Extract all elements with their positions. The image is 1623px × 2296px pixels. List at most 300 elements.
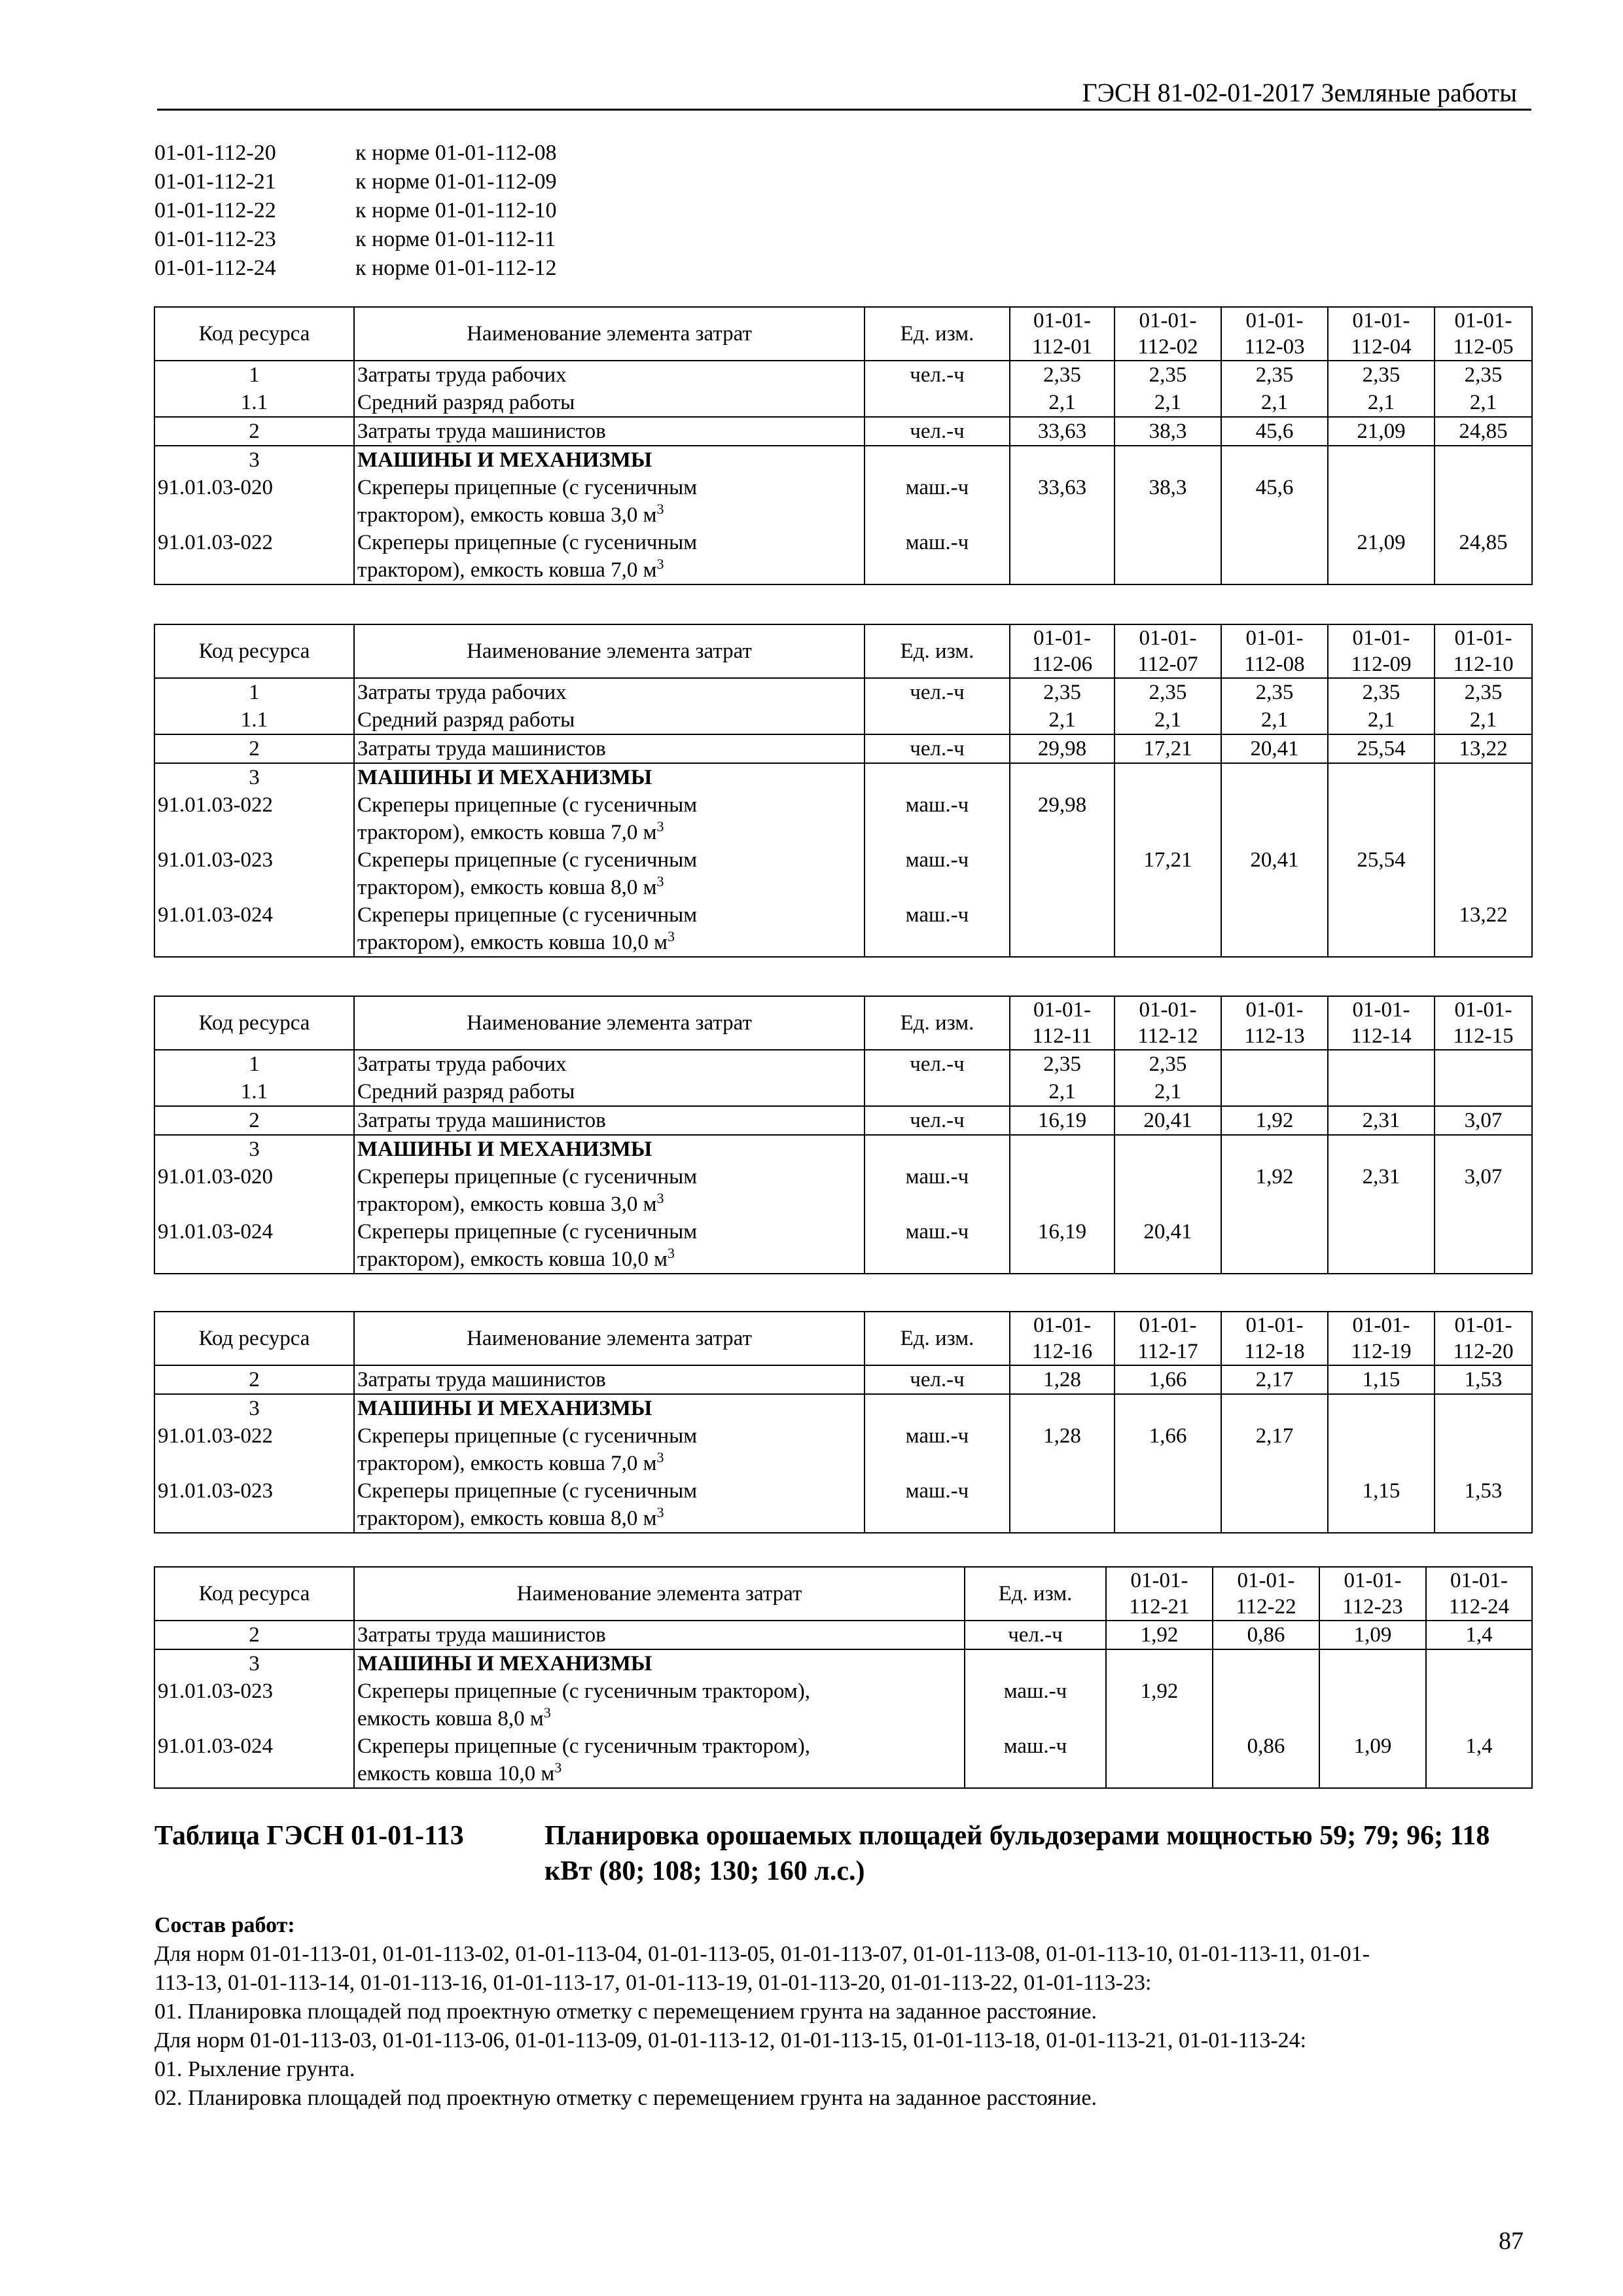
table-cell: 0,86 [1213,1621,1319,1649]
reference-code: 01-01-112-22 [154,198,276,223]
col-header-norm [1115,1312,1221,1365]
table-cell: маш.-ч [865,529,1010,584]
table-cell: 38,3 [1115,417,1221,446]
unit-superscript: 3 [668,928,675,944]
section-label: Таблица ГЭСН 01-01-113 [154,1821,464,1851]
table-cell [1221,901,1328,957]
cell-text: трактором), емкость ковша 10,0 м [357,1247,668,1271]
table-cell: 2,35 [1115,1050,1221,1078]
cell-text: 01-01- [1352,309,1410,332]
table-cell: 17,21 [1115,846,1221,901]
table-cell: 1,92 [1106,1621,1213,1649]
table-cell: 2,31 [1328,1163,1435,1218]
cell-text: 112-04 [1351,335,1412,359]
table-cell: 2,35 [1010,361,1115,389]
table-cell [354,1163,865,1218]
table-cell [865,389,1010,417]
table-cell: Затраты труда рабочих [354,678,865,706]
table-cell [1435,1218,1532,1274]
cell-text: емкость ковша 10,0 м [357,1762,555,1785]
cell-text: трактором), емкость ковша 3,0 м [357,503,657,527]
table-cell [1328,1050,1435,1078]
unit-superscript: 3 [554,1759,562,1776]
table-cell: Код ресурса [154,996,354,1050]
unit-superscript: 3 [656,873,664,889]
table-cell [354,846,865,901]
table-cell: маш.-ч [965,1677,1106,1732]
table-cell [1221,1050,1328,1078]
cell-text: 112-23 [1342,1595,1403,1619]
table-cell: чел.-ч [865,678,1010,706]
table-cell: 2,31 [1328,1106,1435,1135]
table-cell: 1.1 [154,706,354,734]
table-cell: 1 [154,1050,354,1078]
table-header-row [154,624,1532,678]
cell-text: Скреперы прицепные (с гусеничным [357,848,698,872]
table-cell [354,791,865,846]
table-cell: МАШИНЫ И МЕХАНИЗМЫ [354,1649,965,1677]
table-cell [1328,1394,1435,1422]
reference-text: к норме 01-01-112-09 [355,170,557,194]
table-row [154,1394,1532,1422]
table-cell: Наименование элемента затрат [354,1312,865,1365]
table-cell: 2,35 [1010,678,1115,706]
col-header-norm [1435,307,1532,361]
table-cell: 1,53 [1435,1365,1532,1394]
table-cell: 91.01.03-023 [154,1677,354,1732]
cell-text: 112-10 [1453,653,1514,676]
cell-text: 112-07 [1137,653,1198,676]
table-cell: 1,92 [1221,1163,1328,1218]
table-cell: 2,1 [1328,706,1435,734]
table-cell: 16,19 [1010,1106,1115,1135]
table-cell [1106,1732,1213,1788]
unit-superscript: 3 [543,1704,551,1721]
cell-text: 01-01- [1245,626,1304,650]
table-cell: 3 [154,1135,354,1163]
table-cell: 3,07 [1435,1163,1532,1218]
col-header-norm [1328,307,1435,361]
composition-line: 01. Рыхление грунта. [154,2057,355,2081]
table-row [154,1649,1532,1677]
table-cell: Наименование элемента затрат [354,1567,965,1621]
cell-text: 112-13 [1244,1024,1305,1048]
col-header-code: Код ресурса [154,307,354,361]
table-cell: 1,4 [1426,1732,1532,1788]
cell-text: 01-01- [1139,1314,1197,1337]
table-cell: 2 [154,417,354,446]
table-row [154,1477,1532,1533]
table-cell: маш.-ч [865,1477,1010,1533]
table-cell: 13,22 [1435,901,1532,957]
composition-line: 113-13, 01-01-113-14, 01-01-113-16, 01-01-113-17, 01-01-113-19, 01-01-113-20, 01-01-113-22, 01-01-113-23: [154,1971,1152,1995]
table-cell: 24,85 [1435,529,1532,584]
table-cell [1435,1422,1532,1477]
table-cell: чел.-ч [965,1621,1106,1649]
composition-line: Для норм 01-01-113-01, 01-01-113-02, 01-01-113-04, 01-01-113-05, 01-01-113-07, 01-01-113-08, 01-01-113-10, 01-01-113-11, 01-01- [154,1942,1370,1966]
table-row [154,1163,1532,1218]
table-cell [1328,446,1435,474]
table-cell: 1,66 [1115,1422,1221,1477]
cell-text: 01-01- [1454,626,1512,650]
table-cell: 2,1 [1010,389,1115,417]
table-cell: 1 [154,361,354,389]
reference-code: 01-01-112-24 [154,256,276,280]
table-cell: 2,35 [1115,361,1221,389]
table-cell [354,529,865,584]
table-row [154,734,1532,763]
table-cell: 2 [154,734,354,763]
table-cell [1328,901,1435,957]
table-row [154,529,1532,584]
cell-text: 01-01- [1454,998,1512,1022]
table-cell: 25,54 [1328,734,1435,763]
table-cell [1010,1394,1115,1422]
table-row [154,791,1532,846]
table-cell [1115,791,1221,846]
page-header [157,73,1531,111]
table-cell: 21,09 [1328,529,1435,584]
table-cell: 2,1 [1221,706,1328,734]
table-cell [865,763,1010,791]
section-heading: Планировка орошаемых площадей бульдозерами мощностью 59; 79; 96; 118 кВт (80; 108; 130; 160 л.с.) [544,1821,1490,1886]
unit-superscript: 3 [656,818,664,834]
cell-text: Скреперы прицепные (с гусеничным [357,903,698,927]
table-cell: Затраты труда рабочих [354,361,865,389]
table-cell: 45,6 [1221,417,1328,446]
col-header-norm [1319,1567,1426,1621]
table-cell: 1,28 [1010,1422,1115,1477]
table-cell [1435,763,1532,791]
cell-text: 112-09 [1351,653,1412,676]
composition-line: 02. Планировка площадей под проектную отметку с перемещением грунта на заданное расстояние. [154,2086,1097,2110]
table-cell: 16,19 [1010,1218,1115,1274]
table-cell: 25,54 [1328,846,1435,901]
table-cell: 33,63 [1010,417,1115,446]
col-header-norm [1221,996,1328,1050]
table-cell [1221,1477,1328,1533]
unit-superscript: 3 [656,501,664,517]
table-cell: 2,1 [1115,389,1221,417]
table-cell: Средний разряд работы [354,1078,865,1106]
table-cell: 91.01.03-020 [154,1163,354,1218]
table-cell: 20,41 [1221,734,1328,763]
col-header-norm [1221,307,1328,361]
table-row [154,1732,1532,1788]
header-title: ГЭСН 81-02-01-2017 Земляные работы [1082,78,1517,107]
table-cell: 29,98 [1010,734,1115,763]
table-cell: Средний разряд работы [354,706,865,734]
cell-text: 112-22 [1236,1595,1296,1619]
table-cell [1221,1078,1328,1106]
table-cell [1435,846,1532,901]
cell-text: 01-01- [1130,1569,1188,1592]
table-row [154,474,1532,529]
table-cell [1328,1135,1435,1163]
table-cell: 3 [154,1394,354,1422]
cell-text: 112-14 [1351,1024,1412,1048]
table-cell: Затраты труда машинистов [354,734,865,763]
table-cell: 2,1 [1010,1078,1115,1106]
table-cell: Код ресурса [154,1567,354,1621]
table-cell: маш.-ч [865,1218,1010,1274]
cell-text: 01-01- [1450,1569,1508,1592]
col-header-norm [1213,1567,1319,1621]
table-cell [1435,1135,1532,1163]
table-cell [1328,474,1435,529]
table-cell [1010,901,1115,957]
table-cell: 2,1 [1115,706,1221,734]
table-cell: 2,1 [1435,706,1532,734]
col-header-norm [1328,996,1435,1050]
table-cell: 29,98 [1010,791,1115,846]
table-cell [1115,1135,1221,1163]
table-cell: Код ресурса [154,1312,354,1365]
table-header-row [154,1567,1532,1621]
reference-line [154,168,557,196]
table-cell [354,1732,965,1788]
table-cell [965,1649,1106,1677]
table-cell: 20,41 [1221,846,1328,901]
table-cell: маш.-ч [865,1163,1010,1218]
table-cell [1115,1163,1221,1218]
table-row [154,446,1532,474]
table-cell: 2,35 [1010,1050,1115,1078]
table-cell: 2,35 [1115,678,1221,706]
cell-text: Скреперы прицепные (с гусеничным [357,1220,698,1244]
table-cell [1435,791,1532,846]
table-cell: 91.01.03-024 [154,1218,354,1274]
table-cell: 1,92 [1221,1106,1328,1135]
cell-text: 01-01- [1033,309,1091,332]
table-cell: 2,35 [1328,678,1435,706]
resource-table-2 [154,624,1533,958]
table-cell: 1.1 [154,1078,354,1106]
reference-line [154,254,557,283]
table-cell: 2,1 [1435,389,1532,417]
cell-text: 01-01- [1245,998,1304,1022]
table-cell: 3 [154,446,354,474]
resource-table-4 [154,1311,1533,1534]
table-cell: МАШИНЫ И МЕХАНИЗМЫ [354,1394,865,1422]
table-cell: 1,92 [1106,1677,1213,1732]
cell-text: Скреперы прицепные (с гусеничным трактором), [357,1679,810,1703]
table-cell [1221,1135,1328,1163]
cell-text: трактором), емкость ковша 7,0 м [357,558,657,582]
norm-references [154,139,557,283]
table-cell [865,706,1010,734]
cell-text: Скреперы прицепные (с гусеничным [357,1165,698,1189]
table-cell: Наименование элемента затрат [354,996,865,1050]
table-cell: Код ресурса [154,624,354,678]
cell-text: 01-01- [1033,1314,1091,1337]
table-cell: 17,21 [1115,734,1221,763]
table-cell: 2,35 [1221,361,1328,389]
table-row [154,361,1532,389]
col-header-norm [1010,307,1115,361]
table-cell [1328,1218,1435,1274]
table-cell [1426,1677,1532,1732]
table-cell [1435,446,1532,474]
composition-line: Для норм 01-01-113-03, 01-01-113-06, 01-01-113-09, 01-01-113-12, 01-01-113-15, 01-01-113-18, 01-01-113-21, 01-01-113-24: [154,2028,1307,2053]
table-cell [1221,763,1328,791]
table-cell: маш.-ч [965,1732,1106,1788]
table-cell [1010,846,1115,901]
reference-line [154,196,557,225]
reference-text: к норме 01-01-112-08 [355,141,557,165]
table-cell: 2,1 [1115,1078,1221,1106]
table-cell: 3 [154,1649,354,1677]
cell-text: Скреперы прицепные (с гусеничным [357,793,698,817]
table-cell: 91.01.03-023 [154,1477,354,1533]
table-cell: 13,22 [1435,734,1532,763]
cell-text: 01-01- [1139,998,1197,1022]
table-cell [1115,1394,1221,1422]
table-cell: 2,17 [1221,1422,1328,1477]
col-header-norm [1221,1312,1328,1365]
table-cell: 2,35 [1435,678,1532,706]
col-header-norm [1106,1567,1213,1621]
cell-text: трактором), емкость ковша 7,0 м [357,1452,657,1475]
table-cell: 91.01.03-022 [154,529,354,584]
table-header-row [154,996,1532,1050]
table-cell: 2,1 [1010,706,1115,734]
table-cell [1010,446,1115,474]
col-header-norm [1221,624,1328,678]
table-cell: 20,41 [1115,1106,1221,1135]
table-cell [1328,1422,1435,1477]
table-cell: 38,3 [1115,474,1221,529]
table-cell [865,1394,1010,1422]
cell-text: 112-15 [1453,1024,1514,1048]
table-cell: чел.-ч [865,417,1010,446]
table-cell [1115,1477,1221,1533]
cell-text: 01-01- [1454,309,1512,332]
cell-text: 112-05 [1453,335,1514,359]
table-cell: 1,66 [1115,1365,1221,1394]
cell-text: 01-01- [1139,309,1197,332]
table-cell [1435,1394,1532,1422]
cell-text: 01-01- [1352,998,1410,1022]
cell-text: 112-17 [1137,1340,1198,1363]
table-cell: 91.01.03-024 [154,901,354,957]
table-cell: Ед. изм. [865,996,1010,1050]
cell-text: 01-01- [1352,626,1410,650]
table-cell [354,1677,965,1732]
table-cell: 1,15 [1328,1365,1435,1394]
table-cell: 21,09 [1328,417,1435,446]
col-header-norm [1435,1312,1532,1365]
reference-line [154,139,557,168]
col-header-norm [1328,1312,1435,1365]
table-cell: 33,63 [1010,474,1115,529]
table-cell: маш.-ч [865,901,1010,957]
table-cell [1115,763,1221,791]
reference-text: к норме 01-01-112-11 [355,227,556,251]
table-cell: 1,09 [1319,1621,1426,1649]
cell-text: трактором), емкость ковша 3,0 м [357,1193,657,1216]
cell-text: трактором), емкость ковша 10,0 м [357,931,668,954]
table-cell [1328,763,1435,791]
table-cell [1115,529,1221,584]
col-header-norm [1010,996,1115,1050]
unit-superscript: 3 [656,1449,664,1465]
table-cell: чел.-ч [865,734,1010,763]
table-cell: 1.1 [154,389,354,417]
table-cell [1435,474,1532,529]
table-cell: 91.01.03-022 [154,791,354,846]
table-cell: чел.-ч [865,361,1010,389]
table-cell [865,1135,1010,1163]
table-row [154,1677,1532,1732]
table-cell [1213,1677,1319,1732]
cell-text: 01-01- [1237,1569,1295,1592]
cell-text: 112-18 [1244,1340,1305,1363]
cell-text: трактором), емкость ковша 7,0 м [357,821,657,844]
reference-code: 01-01-112-20 [154,141,276,165]
unit-superscript: 3 [656,1504,664,1520]
table-cell [1221,529,1328,584]
table-cell: Затраты труда машинистов [354,1365,865,1394]
col-header-unit: Ед. изм. [865,307,1010,361]
composition-line: 01. Планировка площадей под проектную отметку с перемещением грунта на заданное расстояние. [154,2000,1097,2024]
table-row [154,1078,1532,1106]
table-cell: маш.-ч [865,474,1010,529]
table-cell [1221,1218,1328,1274]
cell-text: емкость ковша 8,0 м [357,1707,544,1731]
table-cell: 2 [154,1621,354,1649]
cell-text: 112-01 [1031,335,1093,359]
table-cell [1010,1135,1115,1163]
cell-text: 01-01- [1454,1314,1512,1337]
table-cell: 0,86 [1213,1732,1319,1788]
table-cell [1010,763,1115,791]
table-cell: 1,28 [1010,1365,1115,1394]
table-cell [1115,446,1221,474]
cell-text: 112-21 [1129,1595,1190,1619]
cell-text: 112-19 [1351,1340,1412,1363]
table-cell [1328,1078,1435,1106]
unit-superscript: 3 [656,556,664,572]
table-cell [1010,529,1115,584]
table-cell: 91.01.03-020 [154,474,354,529]
unit-superscript: 3 [656,1190,664,1206]
reference-line [154,225,557,254]
table-cell: маш.-ч [865,1422,1010,1477]
table-cell: 1 [154,678,354,706]
table-cell: чел.-ч [865,1050,1010,1078]
page-number: 87 [1499,2227,1524,2255]
table-cell: МАШИНЫ И МЕХАНИЗМЫ [354,1135,865,1163]
table-cell [1319,1677,1426,1732]
table-cell: МАШИНЫ И МЕХАНИЗМЫ [354,446,865,474]
cell-text: трактором), емкость ковша 8,0 м [357,876,657,899]
table-cell: 24,85 [1435,417,1532,446]
col-header-norm [1328,624,1435,678]
cell-text: 112-11 [1032,1024,1092,1048]
table-row [154,706,1532,734]
table-cell [354,1477,865,1533]
resource-table-3 [154,996,1533,1274]
cell-text: 112-20 [1453,1340,1514,1363]
cell-text: 01-01- [1033,626,1091,650]
table-row [154,417,1532,446]
table-cell: 1,15 [1328,1477,1435,1533]
table-cell: Ед. изм. [965,1567,1106,1621]
cell-text: Скреперы прицепные (с гусеничным [357,1424,698,1448]
table-cell: 2,17 [1221,1365,1328,1394]
table-cell: Затраты труда машинистов [354,1621,965,1649]
